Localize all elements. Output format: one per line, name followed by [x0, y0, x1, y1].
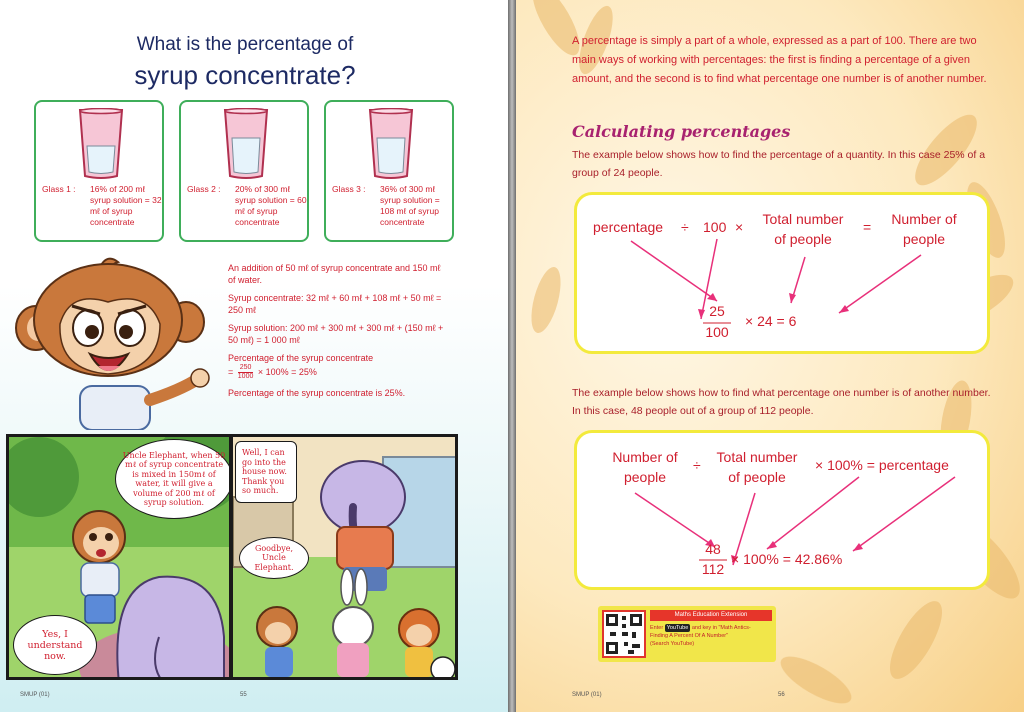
promo-keyin: and key in "Math Antics-	[691, 625, 751, 631]
glass-card-2	[179, 100, 309, 242]
calc-percentage-equation	[228, 364, 450, 381]
promo-enter: Enter	[650, 625, 664, 631]
fraction	[238, 364, 254, 381]
promo-heading: Maths Education Extension	[650, 610, 772, 621]
comic-panel-1	[6, 434, 232, 680]
youtube-promo-box[interactable]	[598, 606, 776, 662]
glass-card-1	[34, 100, 164, 242]
operator-equals: =	[863, 219, 872, 235]
page-number: 55	[240, 692, 247, 698]
calc-concentrate: Syrup concentrate: 32 mℓ + 60 mℓ + 108 mℓ + 50 mℓ = 250 mℓ	[228, 293, 442, 315]
formula-box-percentage-of-quantity	[574, 192, 990, 354]
term-number-line2: people	[902, 231, 946, 247]
fraction-numerator: 250	[239, 364, 252, 371]
term-total-line1: Total number	[716, 449, 798, 465]
youtube-icon: YouTube	[666, 625, 689, 631]
footer-code: SMUP (01)	[572, 692, 602, 698]
promo-text	[650, 624, 772, 648]
glass-icon	[223, 108, 269, 180]
speech-bubble-elephant-thanks: Well, I can go into the house now. Thank you so much.	[235, 441, 297, 503]
glass-card-3	[324, 100, 454, 242]
operator-divide: ÷	[681, 219, 689, 235]
glass-description: 20% of 300 mℓ syrup solution = 60 mℓ of syrup concentrate	[235, 184, 307, 227]
speech-bubble-elephant: Yes, I understand now.	[13, 615, 97, 675]
left-page	[0, 0, 508, 712]
operator-times: ×	[735, 219, 744, 235]
glass-label: Glass 2 :	[187, 184, 221, 194]
term-number-line2: people	[623, 469, 667, 485]
promo-video-title: Finding A Percent Of A Number"	[650, 633, 729, 639]
glass-description: 16% of 200 mℓ syrup solution = 32 mℓ of syrup concentrate	[90, 184, 162, 227]
page-title-line2: syrup concentrate?	[134, 60, 356, 90]
glass-label: Glass 3 :	[332, 184, 366, 194]
operator-divide: ÷	[693, 457, 701, 473]
calc-conclusion: Percentage of the syrup concentrate is 25%.	[228, 388, 406, 398]
formula1-result: × 24 = 6	[745, 313, 797, 329]
calc-addition: An addition of 50 mℓ of syrup concentrate and 150 mℓ of water.	[228, 263, 441, 285]
term-total-line2: of people	[774, 231, 832, 247]
term-hundred: 100	[703, 219, 727, 235]
calc-percentage-heading: Percentage of the syrup concentrate	[228, 353, 374, 363]
glass-description: 36% of 300 mℓ syrup solution = 108 mℓ of syrup concentrate	[380, 184, 440, 227]
glass-label: Glass 1 :	[42, 184, 76, 194]
calc-solution: Syrup solution: 200 mℓ + 300 mℓ + 300 mℓ + (150 mℓ + 50 mℓ) = 1 000 mℓ	[228, 323, 444, 345]
page-number: 56	[778, 692, 785, 698]
footer-code: SMUP (01)	[20, 692, 50, 698]
term-total-line1: Total number	[762, 211, 844, 227]
term-number-of-people	[881, 209, 967, 249]
fraction-denominator: 100	[705, 324, 729, 340]
qr-code-icon[interactable]	[602, 610, 646, 658]
term-total-number	[709, 447, 805, 487]
fraction-denominator: 112	[701, 561, 725, 577]
glass-icon	[78, 108, 124, 180]
term-total-number	[755, 209, 851, 249]
formula2-tail: × 100% = percentage	[815, 457, 949, 473]
intro-paragraph: A percentage is simply a part of a whole, expressed as a part of 100. There are two main ways of working with percentages: the first is finding a percentage of a given amount, and the second is to find what percentage one number is of another number.	[572, 35, 987, 85]
term-number-line1: Number of	[612, 449, 678, 465]
equation-result: × 100% = 25%	[257, 366, 317, 377]
term-number-of-people	[599, 447, 691, 487]
term-number-line1: Number of	[891, 211, 957, 227]
speech-bubble-monkey: Uncle Elephant, when 50 mℓ of syrup concentrate is mixed in 150mℓ of water, it will give a volume of 200 mℓ of syrup solution.	[115, 439, 232, 519]
right-page	[516, 0, 1024, 712]
term-percentage: percentage	[593, 219, 664, 235]
equals-sign: =	[228, 366, 234, 377]
example1-description: The example below shows how to find the percentage of a quantity. In this case 25% of a group of 24 people.	[572, 149, 986, 179]
fraction-numerator: 48	[705, 541, 721, 557]
example2-description: The example below shows how to find what percentage one number is of another number. In this case, 48 people out of a group of 112 people.	[572, 387, 991, 417]
fraction-numerator: 25	[709, 303, 725, 319]
promo-search-note: (Search YouTube)	[650, 641, 695, 647]
fraction-denominator: 1000	[237, 373, 254, 380]
term-total-line2: of people	[728, 469, 786, 485]
section-title: Calculating percentages	[572, 122, 791, 141]
monkey-illustration	[10, 250, 220, 430]
formula-box-percentage-of-number	[574, 430, 990, 590]
speech-bubble-goodbye: Goodbye, Uncle Elephant.	[239, 537, 309, 579]
page-title-line1: What is the percentage of	[136, 34, 354, 55]
formula2-result: × 100% = 42.86%	[731, 551, 843, 567]
book-spine	[508, 0, 516, 712]
calculation-block	[228, 262, 450, 405]
comic-panel-2	[230, 434, 458, 680]
glass-icon	[368, 108, 414, 180]
